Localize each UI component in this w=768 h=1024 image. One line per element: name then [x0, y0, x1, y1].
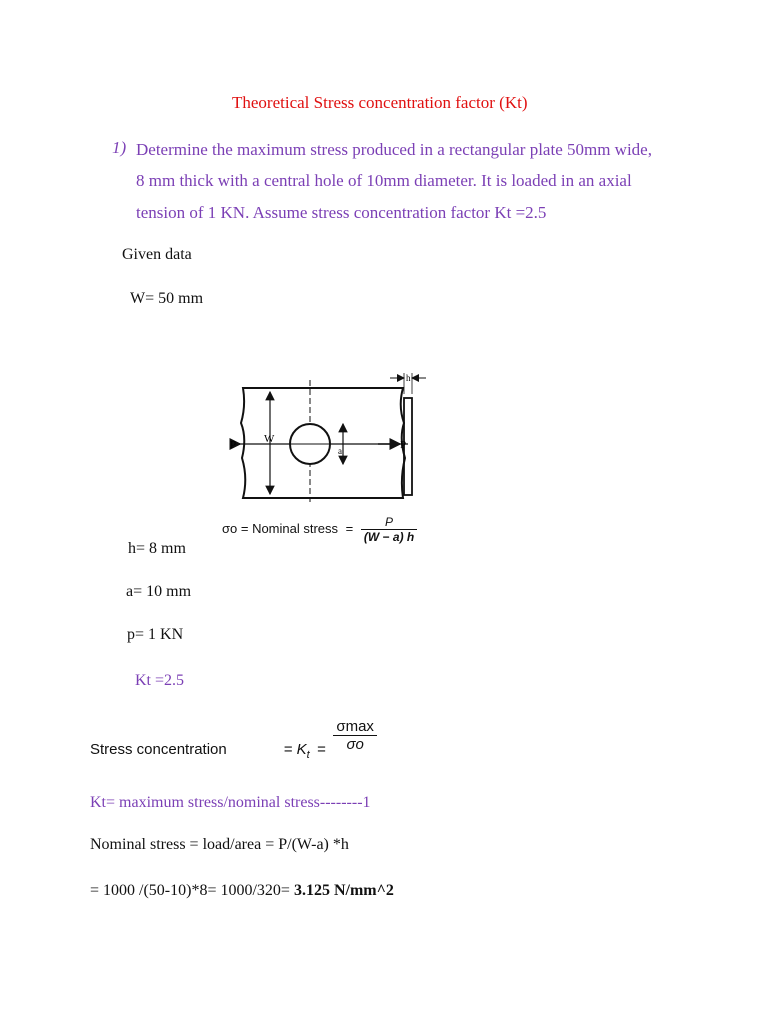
- sc-label: Stress concentration: [90, 740, 227, 758]
- calculation-result: 3.125 N/mm^2: [293, 882, 394, 899]
- given-hole-diameter: a= 10 mm: [126, 583, 192, 600]
- calculation-prefix: = 1000 /(50-10)*8= 1000/320=: [90, 882, 294, 899]
- sc-sub: t: [306, 748, 310, 761]
- question-line-1: Determine the maximum stress produced in a rectangular plate 50mm wide,: [136, 140, 652, 159]
- nominal-stress-formula: [222, 515, 417, 544]
- stress-concentration-formula: [90, 718, 377, 761]
- sc-numerator: σmax: [333, 718, 377, 736]
- sc-eq: = K: [283, 740, 307, 758]
- label-p-left: P: [230, 439, 237, 451]
- plate-figure: [228, 368, 448, 508]
- question-number: 1): [112, 138, 127, 157]
- label-w: W: [264, 433, 275, 445]
- formula-fraction: [361, 515, 417, 544]
- sc-denominator: σo: [346, 736, 364, 753]
- formula-lhs: σo = Nominal stress: [222, 520, 339, 536]
- label-p-right: P: [400, 439, 407, 451]
- page-title: Theoretical Stress concentration factor (Kt): [232, 93, 528, 112]
- kt-definition: Kt= maximum stress/nominal stress--------1: [90, 794, 371, 811]
- question-line-3: tension of 1 KN. Assume stress concentration factor Kt =2.5: [136, 203, 547, 222]
- given-load: p= 1 KN: [127, 626, 184, 643]
- sc-fraction: [333, 718, 377, 753]
- label-a: a: [338, 446, 342, 456]
- calculation-line: [90, 882, 394, 900]
- given-kt: Kt =2.5: [135, 672, 185, 689]
- formula-numerator: P: [361, 515, 417, 530]
- formula-equals: =: [345, 520, 354, 536]
- formula-denominator: (W − a) h: [363, 530, 415, 544]
- nominal-stress-line: Nominal stress = load/area = P/(W-a) *h: [90, 836, 349, 853]
- question-line-2: 8 mm thick with a central hole of 10mm diameter. It is loaded in an axial: [136, 171, 632, 190]
- label-h: h: [406, 373, 411, 383]
- given-thickness: h= 8 mm: [128, 540, 186, 557]
- plate-diagram: [228, 368, 448, 503]
- sc-eq2: =: [317, 740, 326, 758]
- given-width: W= 50 mm: [130, 290, 204, 307]
- given-data-heading: Given data: [122, 246, 192, 263]
